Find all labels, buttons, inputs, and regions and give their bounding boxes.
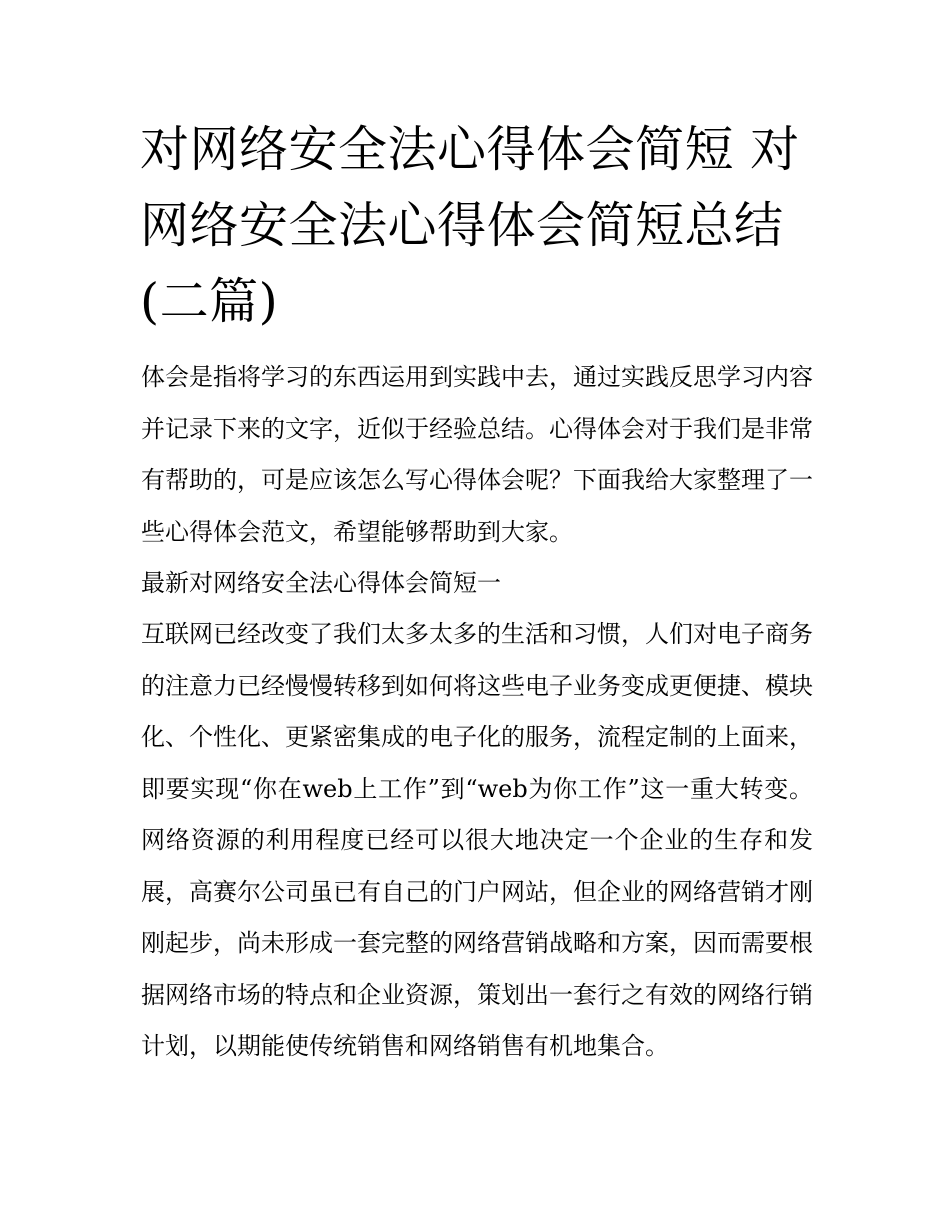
intro-paragraph: 体会是指将学习的东西运用到实践中去，通过实践反思学习内容并记录下来的文字，近似于经验总结。心得体会对于我们是非常有帮助的，可是应该怎么写心得体会呢？下面我给大家整理了一些心得体会范文，希望能够帮助到大家。 <box>141 363 813 546</box>
section-body-paragraph: 互联网已经改变了我们太多太多的生活和习惯，人们对电子商务的注意力已经慢慢转移到如何将这些电子业务变成更便捷、模块化、个性化、更紧密集成的电子化的服务，流程定制的上面来，即要实现“你在web上工作”到“web为你工作”这一重大转变。网络资源的利用程度已经可以很大地决定一个企业的生存和发展，高赛尔公司虽已有自己的门户网站，但企业的网络营销才刚刚起步，尚未形成一套完整的网络营销战略和方案，因而需要根据网络市场的特点和企业资源，策划出一套行之有效的网络行销计划，以期能使传统销售和网络销售有机地集合。 <box>141 620 813 1060</box>
document-title: 对网络安全法心得体会简短 对网络安全法心得体会简短总结(二篇) <box>140 121 800 330</box>
section-heading: 最新对网络安全法心得体会简短一 <box>141 569 501 597</box>
